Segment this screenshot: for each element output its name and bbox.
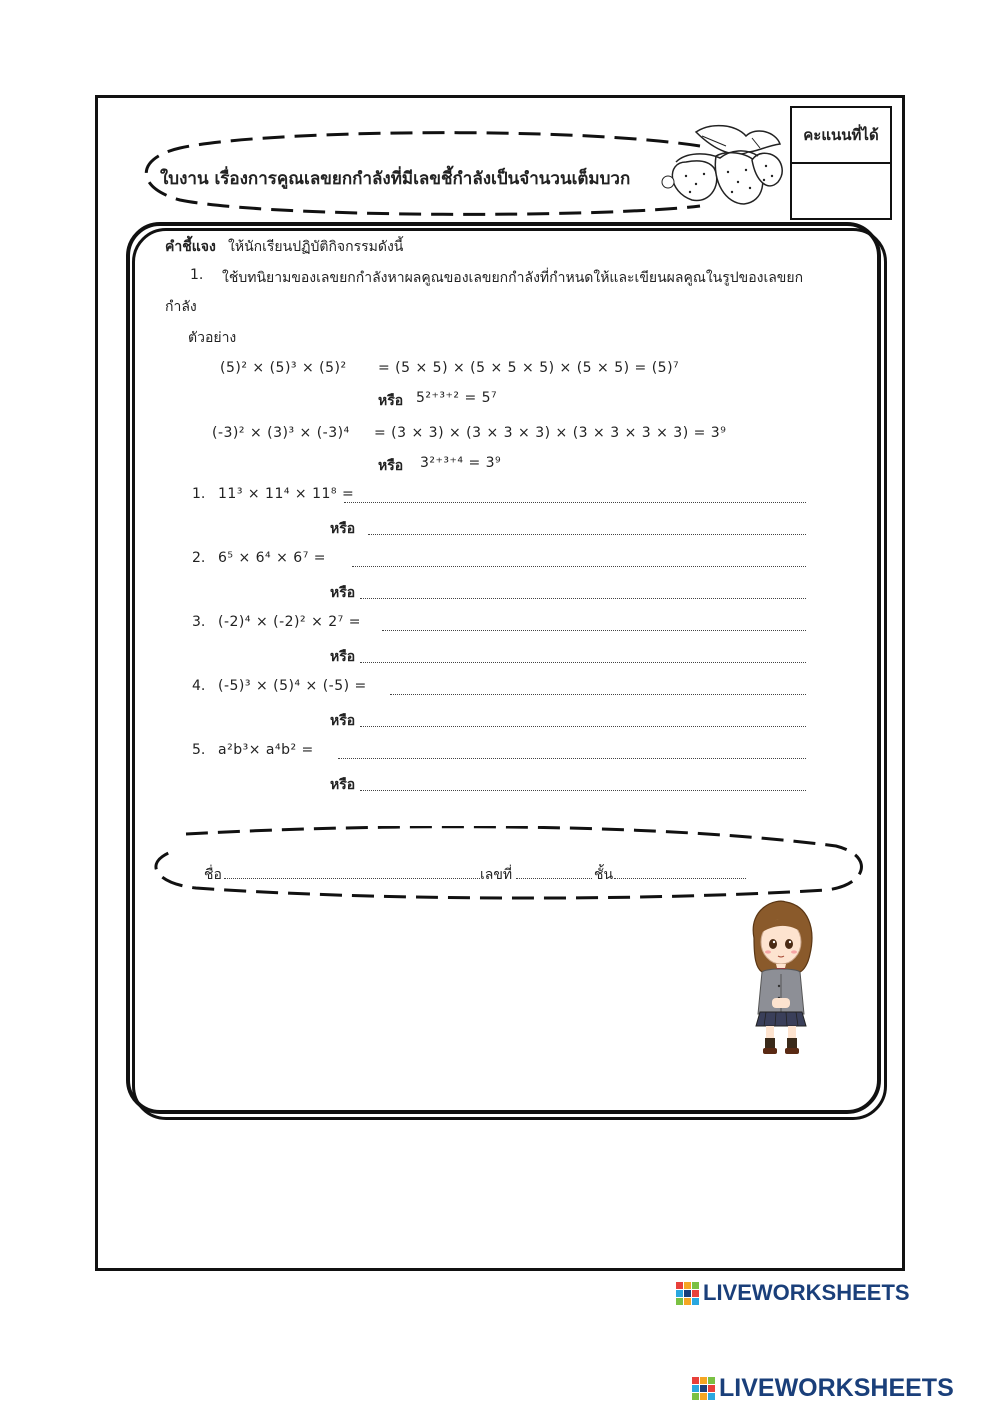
liveworksheets-icon <box>692 1377 715 1400</box>
answer-line[interactable] <box>360 726 806 727</box>
liveworksheets-icon <box>676 1282 699 1305</box>
answer-line[interactable] <box>360 662 806 663</box>
exercise-expression: a²b³× a⁴b² = <box>218 742 314 758</box>
instruction-item-text: ใช้บทนิยามของเลขยกกำลังหาผลคูณของเลขยกกำลังที่กำหนดให้และเขียนผลคูณในรูปของเลขยก <box>222 270 804 286</box>
exercise-expression: (-2)⁴ × (-2)² × 2⁷ = <box>218 614 361 630</box>
exercise-expression: 6⁵ × 6⁴ × 6⁷ = <box>218 550 327 566</box>
score-label: คะแนนที่ได้ <box>792 108 890 164</box>
example-row1-or-expr: 5²⁺³⁺² = 5⁷ <box>416 390 498 406</box>
worksheet-title: ใบงาน เรื่องการคูณเลขยกกำลังที่มีเลขชี้กำลังเป็นจำนวนเต็มบวก <box>160 169 631 189</box>
name-field[interactable] <box>224 878 480 879</box>
name-label: ชื่อ <box>204 867 222 883</box>
instructions-heading: คำชี้แจง <box>165 239 216 255</box>
class-label: ชั้น <box>594 867 614 883</box>
exercise-number: 4. <box>192 678 206 694</box>
exercise-number: 3. <box>192 614 206 630</box>
instruction-item-number: 1. <box>190 267 204 283</box>
exercise-number: 2. <box>192 550 206 566</box>
score-value[interactable] <box>792 164 890 218</box>
exercise-or-label: หรือ <box>330 713 356 729</box>
answer-line[interactable] <box>360 790 806 791</box>
liveworksheets-logo <box>676 1280 910 1306</box>
student-number-label: เลขที่ <box>480 867 513 883</box>
exercise-or-label: หรือ <box>330 521 356 537</box>
exercise-or-label: หรือ <box>330 585 356 601</box>
example-row2-left: (-3)² × (3)³ × (-3)⁴ <box>212 425 350 441</box>
answer-line[interactable] <box>382 630 806 631</box>
answer-line[interactable] <box>360 598 806 599</box>
answer-line[interactable] <box>344 502 806 503</box>
answer-line[interactable] <box>368 534 806 535</box>
liveworksheets-logo <box>692 1374 954 1403</box>
student-girl-illustration <box>746 898 816 1066</box>
answer-line[interactable] <box>352 566 806 567</box>
exercise-expression: 11³ × 11⁴ × 11⁸ = <box>218 486 355 502</box>
example-row1-left: (5)² × (5)³ × (5)² <box>220 360 347 376</box>
answer-line[interactable] <box>338 758 806 759</box>
answer-line[interactable] <box>390 694 806 695</box>
exercise-expression: (-5)³ × (5)⁴ × (-5) = <box>218 678 367 694</box>
score-box <box>790 106 892 220</box>
example-label: ตัวอย่าง <box>188 330 237 346</box>
exercise-number: 1. <box>192 486 206 502</box>
exercise-number: 5. <box>192 742 206 758</box>
instruction-item-text-cont: กำลัง <box>165 299 197 315</box>
example-row2-or: หรือ <box>378 458 404 474</box>
liveworksheets-text: LIVEWORKSHEETS <box>703 1280 910 1305</box>
example-row2-right: = (3 × 3) × (3 × 3 × 3) × (3 × 3 × 3 × 3) = 3⁹ <box>374 425 727 441</box>
example-row1-right: = (5 × 5) × (5 × 5 × 5) × (5 × 5) = (5)⁷ <box>378 360 680 376</box>
strawberry-icon <box>656 122 786 212</box>
instructions-text: ให้นักเรียนปฏิบัติกิจกรรมดังนี้ <box>228 239 404 255</box>
example-row2-or-expr: 3²⁺³⁺⁴ = 3⁹ <box>420 455 502 471</box>
example-row1-or: หรือ <box>378 393 404 409</box>
liveworksheets-text: LIVEWORKSHEETS <box>719 1374 954 1402</box>
exercise-or-label: หรือ <box>330 649 356 665</box>
student-number-field[interactable] <box>516 878 592 879</box>
class-field[interactable] <box>614 878 746 879</box>
exercise-or-label: หรือ <box>330 777 356 793</box>
